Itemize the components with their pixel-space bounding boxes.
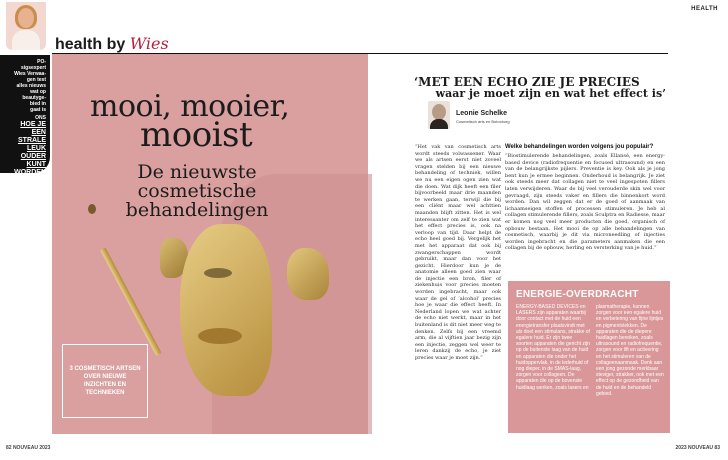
teaser-intro-10: ONS — [35, 115, 46, 121]
columnist-avatar — [6, 2, 46, 50]
hero-callout-text: 3 COSMETISCH ARTSEN OVER NIEUWE INZICHTEN EN TECHNIEKEN — [69, 366, 141, 396]
hero-title-line2: mooist — [140, 115, 253, 155]
article-column-2 — [505, 144, 665, 252]
author-name: Leonie Schelke — [456, 110, 507, 117]
teaser-link-2[interactable]: EEN — [31, 129, 46, 136]
teaser-intro-1: PO- — [37, 59, 46, 65]
gold-drop — [88, 204, 96, 214]
teaser-link-6[interactable]: KUNT — [26, 161, 46, 168]
mask-lips — [198, 328, 242, 344]
section-brand — [55, 34, 169, 54]
portrait-head — [432, 104, 446, 120]
teaser-intro-2: sigsexpert — [20, 65, 46, 71]
sidebar-box-column-2: plasmatherapie, kunnen zorgen voor een egalere huid en verbetering van fijne lijntjes en pigmentvlekken. De apparaten die de diepere huidlagen bereiken, zoals ultrasound en radiofrequentie, zorgen voor lift en activering en het stimuleren van de collageenaanmaak. Denk aan een jong gezonde merkbaar steviger, strakker, ook met een effect op de gezondheid van de huid en de behandeld gebied. — [596, 304, 664, 397]
teaser-link-3[interactable]: STRALE — [18, 137, 46, 144]
shoulders-shape — [12, 30, 40, 50]
sidebar-box-title: ENERGIE-OVERDRACHT — [516, 289, 639, 300]
article-question: Welke behandelingen worden volgens jou populair? — [505, 144, 654, 150]
teaser-intro-6: wat op — [30, 89, 46, 95]
gold-fragment-right — [287, 248, 329, 300]
hero-title-line1: mooi, mooier, — [90, 89, 290, 124]
article-answer: “Biostimulerende behandelingen, zoals Ellansé, een energy-based device (radiofrequentie en focused ultrasound) en een van de belangrijkste pijlers. Preventie is key. Ook als je jong bent kun je ermee beginnen. Onderhoud is belangrijk. Je ziet ook steeds meer dat collagen niet te veel ingespoten fillers laten verwijderen. Waar de bij veel verouderde skin wel voor gevraagd, zijn steeds vaker en fillers die binnenkort word worden. Dan wil zeggen dat er de goed of aanmaak van lichaamseigen stoffen of processen stimuleren. Je heb al collagen stimulerende fillers, zoals Sculptra en Radiesse, maar er komen nog veel meer producten die goed, organisch of opbouw bestaan. Het mooi de op alle behandelingen van cosmetisch, waarbij je dit via microneedling of injecties worden ingebracht en die parameters aanmaken die een collagen bij de opbouw, herling en versterking van je huid.” — [505, 153, 665, 252]
teaser-link-1[interactable]: HOE JE — [20, 121, 46, 128]
pull-quote-line2: waar je moet zijn en wat het effect is’ — [435, 87, 666, 100]
article-column-1: “Het vak van cosmetisch arts wordt steeds volwassener. Waar we als artsen eerst niet zoveel vragen stelden bij een nieuwe behandeling of techniek, willen we nu een eigen ogen zien wat die doen. Wat dijk heeft een filer bijvoorbeeld maar drie maanden te werken gaan, terwijl die bij een cliënt maar wel achttien maanden blijft zitten. Het is wel interessanter om zelf te zien wat het effect precies is, ook na verloop van tijd. Daar helpt de echo heel goed bij. Vergelijk het met het apparaat dat ook bij zwangerschappen wordt gebruikt, maar dan voor het gezicht. Hierdoor kun je de anatomie alleen goed zien waar de injectie een bron, filer of ziekenhuis voor precies moeten worden ingebracht, maar ook waar de gel of ‘alcohol’ precies hoe je waar die effect heeft. In Nederland lopen we wat achter de echo niet werkt, maar in het buitenland is dit niet meer weg te denken. Zelfs bij een vreemd arm, die al vijftien jaar bezig zijn een injectie, zeggen wel weer te leren dankzij de echo, je ziet precies waar je moet zijn.” — [415, 144, 501, 361]
top-rule — [368, 53, 668, 54]
teaser-intro-3: Wies Verwaa- — [14, 71, 46, 77]
page-footer-left: 82 NOUVEAU 2023 — [6, 445, 51, 451]
author-portrait — [428, 101, 450, 129]
teaser-link-4[interactable]: LEUK — [26, 145, 46, 152]
teaser-link-5[interactable]: OUDER — [20, 153, 46, 160]
teaser-intro-7: beautyge- — [22, 95, 46, 101]
teaser-intro-5: alles nieuws — [16, 83, 46, 89]
brand-script: Wies — [129, 34, 169, 53]
teaser-intro-9: gaat is — [30, 107, 46, 113]
pull-quote-line1: ‘MET EEN ECHO ZIE JE PRECIES — [414, 75, 640, 89]
teaser-link-7[interactable]: WORDEN — [14, 169, 46, 176]
section-tag: HEALTH — [691, 6, 718, 12]
hero-subtitle: De nieuwste cosmetische behandelingen — [125, 161, 269, 221]
teaser-intro-4: gen test — [26, 77, 46, 83]
brand-text: health by — [55, 36, 126, 53]
author-role: Cosmetisch arts en Botoxborg — [456, 119, 510, 124]
face-shape — [18, 8, 34, 28]
pull-quote — [414, 76, 666, 100]
mask-eye — [204, 268, 232, 278]
gold-mask-image — [180, 224, 272, 396]
hero-callout-box — [62, 344, 148, 418]
teaser-intro-8: bied in — [29, 101, 46, 107]
portrait-body — [430, 119, 448, 129]
page-footer-right: 2023 NOUVEAU 83 — [675, 445, 720, 451]
sidebar-box-column-1: ENERGY-BASED DEVICES en LASERS zijn apparaten waarbij door contact met de huid een energietransfer plaatsvindt met als doel een stimulans, strakke of egalere huid. Er zijn twee soorten apparaten die gericht zijn op de buitenste laag van de huid en apparaten die onder het huidoppervlak, in de lederhuid of nog dieper, in de SMAS-laag, zorgen voor collageen. De apparaten die op de bovenste huidlaag werken, zoals lasers en — [516, 304, 590, 391]
teaser-bar — [0, 55, 50, 176]
